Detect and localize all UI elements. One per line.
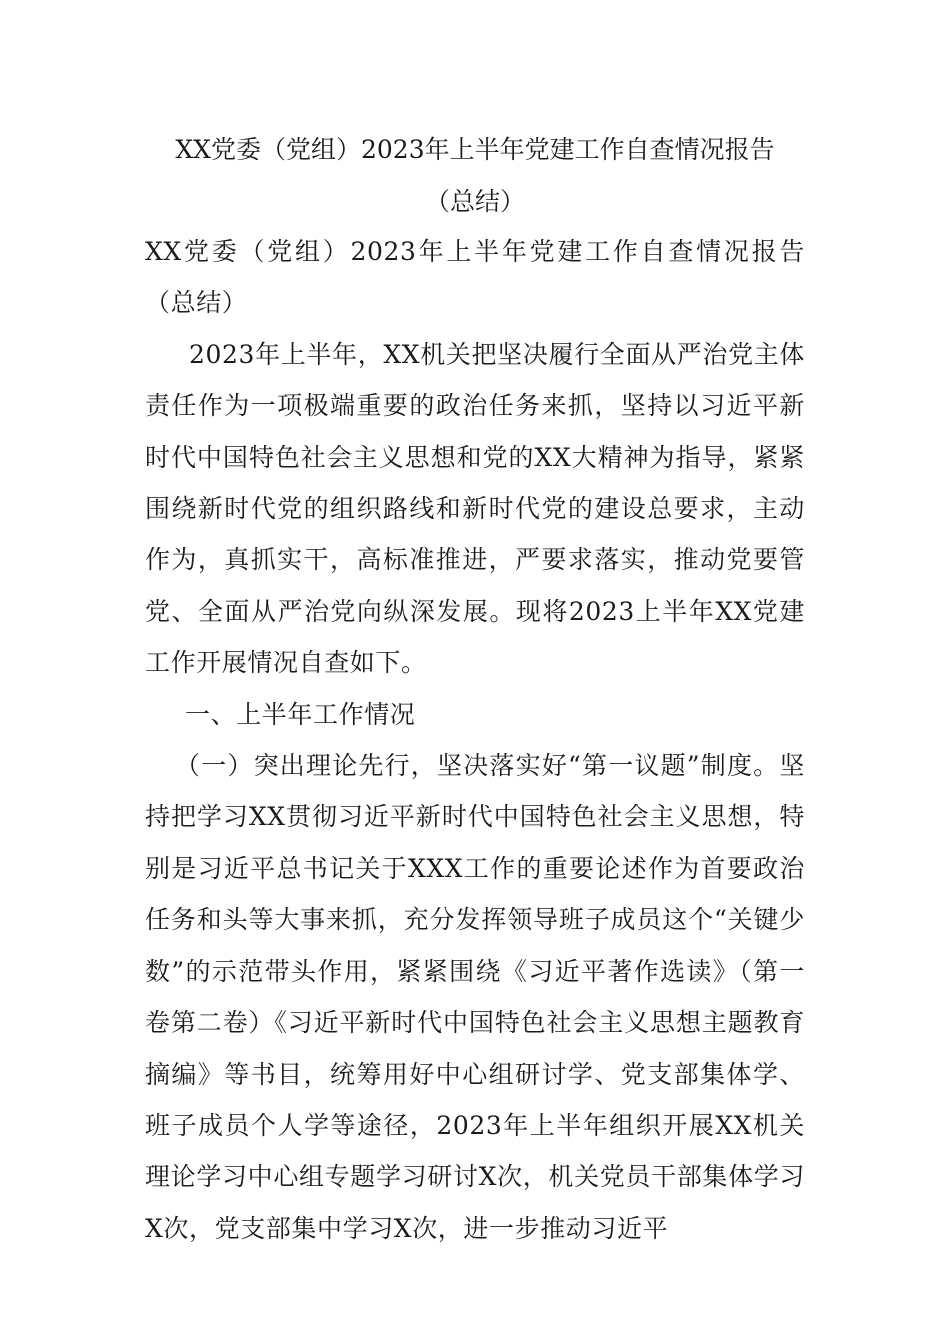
document-title: XX党委（党组）2023年上半年党建工作自查情况报告 bbox=[175, 135, 775, 164]
intro-paragraph: 2023年上半年，XX机关把坚决履行全面从严治党主体责任作为一项极端重要的政治任务来抓，坚持以习近平新时代中国特色社会主义思想和党的XX大精神为指导，紧紧围绕新时代党的组织路线和新时代党的建设总要求，主动作为，真抓实干，高标准推进，严要求落实，推动党要管党、全面从严治党向纵深发展。现将2023上半年XX党建工作开展情况自查如下。 bbox=[145, 339, 805, 678]
subsection-paragraph bbox=[145, 740, 805, 1254]
subsection-heading: （一）突出理论先行，坚决落实好“第一议题”制度。 bbox=[175, 751, 780, 781]
document-body bbox=[145, 226, 805, 1254]
repeated-title-paragraph: XX党委（党组）2023年上半年党建工作自查情况报告（总结） bbox=[145, 237, 805, 318]
subsection-body: 坚持把学习XX贯彻习近平新时代中国特色社会主义思想，特别是习近平总书记关于XXX工作的重要论述作为首要政治任务和头等大事来抓，充分发挥领导班子成员这个“关键少数”的示范带头作用，紧紧围绕《习近平著作选读》（第一卷第二卷）《习近平新时代中国特色社会主义思想主题教育摘编》等书目，统筹用好中心组研讨学、党支部集体学、班子成员个人学等途径，2023年上半年组织开展XX机关理论学习中心组专题学习研讨X次，机关党员干部集体学习X次，党支部集中学习X次，进一步推动习近平 bbox=[145, 751, 805, 1243]
document-title-suffix: （总结） bbox=[424, 187, 525, 216]
section-heading: 一、上半年工作情况 bbox=[185, 699, 416, 729]
